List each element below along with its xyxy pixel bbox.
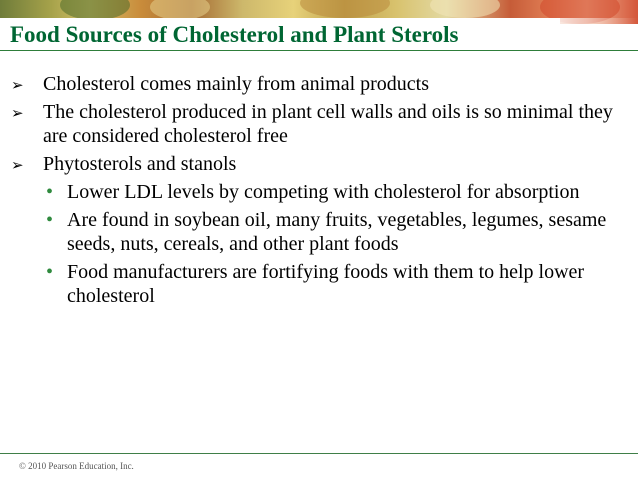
sub-bullet-item [0, 208, 638, 256]
bullet-item [0, 100, 638, 148]
sub-bullet-item [0, 180, 638, 204]
sub-bullet-item [0, 260, 638, 308]
sub-bullet-text: Are found in soybean oil, many fruits, vegetables, legumes, sesame seeds, nuts, cereals, and other plant foods [67, 209, 607, 255]
slide-title: Food Sources of Cholesterol and Plant Sterols [10, 22, 459, 47]
dot-bullet-icon: • [46, 209, 54, 231]
footer-divider [0, 453, 638, 454]
sub-bullet-text: Food manufacturers are fortifying foods with them to help lower cholesterol [67, 261, 585, 307]
arrow-bullet-icon: ➢ [11, 78, 24, 94]
bullet-text: Phytosterols and stanols [43, 153, 237, 175]
arrow-bullet-icon: ➢ [11, 158, 24, 174]
sub-bullet-text: Lower LDL levels by competing with cholesterol for absorption [67, 181, 580, 203]
dot-bullet-icon: • [46, 261, 54, 283]
title-bar [0, 18, 638, 54]
bullet-item [0, 152, 638, 176]
arrow-bullet-icon: ➢ [11, 106, 24, 122]
bullet-text: Cholesterol comes mainly from animal products [43, 73, 430, 95]
dot-bullet-icon: • [46, 181, 54, 203]
bullet-text: The cholesterol produced in plant cell walls and oils is so minimal they are considered cholesterol free [43, 101, 613, 147]
copyright-footer: © 2010 Pearson Education, Inc. [19, 461, 134, 471]
bullet-item [0, 72, 638, 96]
bullet-list [0, 72, 638, 312]
title-divider [0, 50, 638, 51]
